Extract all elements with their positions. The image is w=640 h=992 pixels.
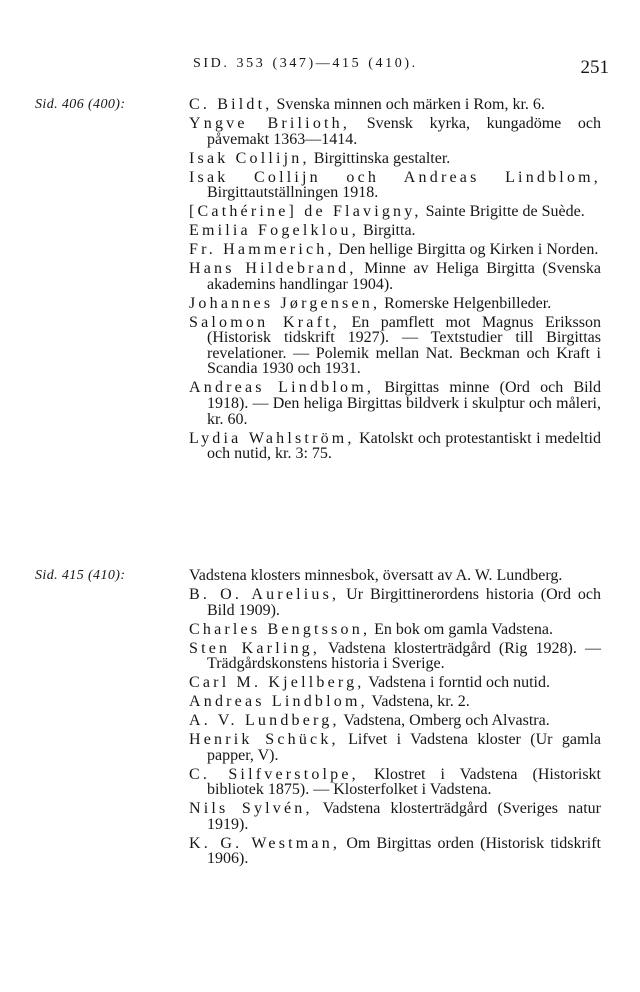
section-label: Sid. 415 (410):: [35, 568, 126, 583]
entry-text: Vadstena i forntid och nutid.: [364, 674, 550, 692]
entry-text: Vadstena, kr. 2.: [367, 693, 470, 711]
bibliography-entry: [189, 116, 601, 147]
bibliography-entry: [189, 568, 601, 584]
entry-author: Johannes Jørgensen,: [189, 294, 381, 312]
entry-text: Sainte Brigitte de Suède.: [421, 203, 585, 221]
page-number: 251: [580, 57, 609, 78]
entry-text: Klostret i Vadstena (Historiskt bibliotek 1875). — Klosterfolket i Vadstena.: [207, 765, 601, 799]
bibliography-entry: [189, 622, 601, 638]
entry-text: Birgittas minne (Ord och Bild 1918). — Den heliga Birgittas bildverk i skulptur och måleri, kr. 60.: [207, 379, 602, 428]
bibliography-entry: [189, 713, 601, 729]
bibliography-entry: [189, 296, 601, 312]
entry-text: Katolskt och protestantiskt i medeltid och nutid, kr. 3: 75.: [207, 429, 601, 463]
entry-text: Romerske Helgenbilleder.: [380, 294, 552, 312]
entry-text: En pamflett mot Magnus Eriksson (Historisk tidskrift 1927). — Textstudier till Birgittas revelationer. — Polemik mellan Nat. Beckman och Kraft i Scandia 1930 och 1931.: [207, 313, 601, 378]
entry-author: [Cathérine] de Flavigny,: [189, 203, 422, 221]
entry-author: Yngve Brilioth,: [189, 114, 351, 132]
entry-author: Andreas Lindblom,: [189, 693, 368, 711]
entry-author: A. V. Lundberg,: [189, 712, 340, 730]
bibliography-entry: [189, 836, 601, 867]
bibliography-entry: [189, 315, 601, 377]
entry-author: Carl M. Kjellberg,: [189, 674, 365, 692]
bibliography-entry: [189, 151, 601, 167]
entry-author: K. G. Westman,: [189, 834, 341, 852]
entry-author: Isak Collijn och Andreas Lindblom,: [189, 168, 601, 186]
entry-text: Vadstena klosterträdgård (Rig 1928). — Trädgårdskonstens historia i Sverige.: [207, 639, 602, 673]
entry-author: Nils Sylvén,: [189, 800, 313, 818]
bibliography-entry: [189, 261, 601, 292]
bibliography-entry: [189, 732, 601, 763]
entry-author: C. Silfverstolpe,: [189, 765, 359, 783]
bibliography-list: [189, 97, 601, 465]
bibliography-list: [189, 568, 601, 870]
entry-author: Isak Collijn,: [189, 149, 310, 167]
bibliography-entry: [189, 431, 601, 462]
bibliography-entry: [189, 587, 601, 618]
bibliography-entry: [189, 204, 601, 220]
entry-author: Hans Hildebrand,: [189, 260, 357, 278]
entry-text: Vadstena klosterträdgård (Sveriges natur 1919).: [207, 800, 601, 833]
bibliography-entry: [189, 97, 601, 113]
entry-author: Henrik Schück,: [189, 731, 339, 749]
running-head: SID. 353 (347)—415 (410).: [193, 56, 418, 71]
bibliography-entry: [189, 694, 601, 710]
entry-text: Lifvet i Vadstena kloster (Ur gamla papper, V).: [207, 731, 601, 764]
entry-text: Svensk kyrka, kungadöme och påvemakt 1363—1414.: [207, 114, 602, 148]
entry-author: Lydia Wahlström,: [189, 429, 355, 447]
entry-author: Sten Karling,: [189, 639, 321, 657]
bibliography-entry: [189, 767, 601, 798]
bibliography-entry: [189, 242, 601, 258]
entry-author: Andreas Lindblom,: [189, 379, 375, 397]
entry-author: Salomon Kraft,: [189, 313, 340, 331]
entry-author: Emilia Fogelklou,: [189, 222, 359, 240]
bibliography-entry: [189, 801, 601, 832]
entry-author: C. Bildt,: [189, 96, 273, 113]
entry-author: B. O. Aurelius,: [189, 585, 340, 603]
entry-text: Vadstena klosters minnesbok, översatt av A. W. Lundberg.: [189, 567, 563, 584]
entry-text: En bok om gamla Vadstena.: [370, 620, 553, 638]
bibliography-entry: [189, 223, 601, 239]
entry-text: Den hellige Birgitta og Kirken i Norden.: [334, 241, 599, 259]
entry-text: Ur Birgittinerordens historia (Ord och Bild 1909).: [207, 585, 601, 619]
entry-text: Minne av Heliga Birgitta (Svenska akademins handlingar 1904).: [207, 260, 601, 293]
bibliography-entry: [189, 170, 601, 201]
page-header: [0, 56, 640, 80]
entry-text: Svenska minnen och märken i Rom, kr. 6.: [272, 96, 545, 113]
entry-text: Vadstena, Omberg och Alvastra.: [339, 712, 550, 730]
entry-author: Fr. Hammerich,: [189, 241, 335, 259]
section-label: Sid. 406 (400):: [35, 97, 126, 112]
bibliography-entry: [189, 675, 601, 691]
entry-text: Birgittautställningen 1918.: [207, 184, 379, 202]
entry-text: Birgittinska gestalter.: [309, 149, 451, 167]
bibliography-entry: [189, 380, 601, 427]
entry-text: Om Birgittas orden (Historisk tidskrift 1906).: [207, 834, 601, 868]
entry-text: Birgitta.: [358, 222, 416, 240]
bibliography-entry: [189, 641, 601, 672]
entry-author: Charles Bengtsson,: [189, 620, 371, 638]
